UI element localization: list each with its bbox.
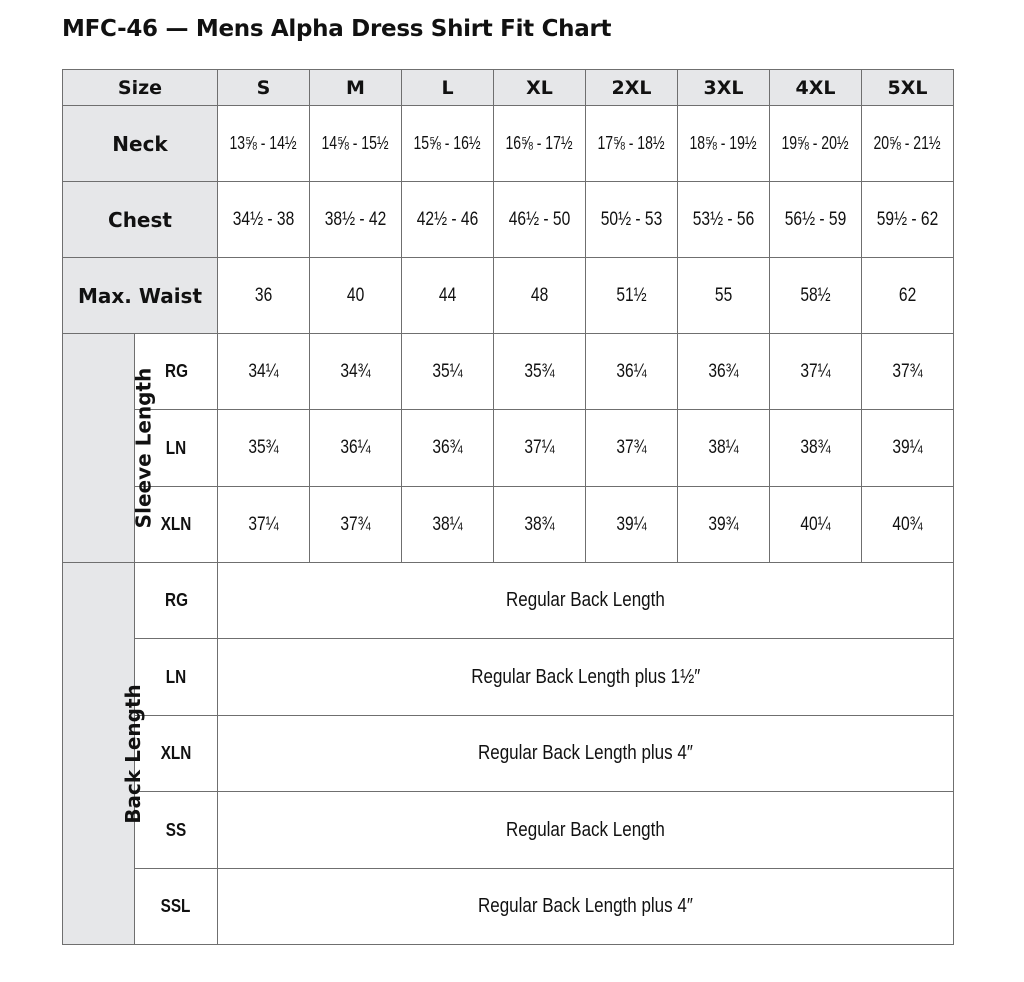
- sleeve-cell: [862, 334, 954, 410]
- neck-value: 17⅝ - 18½: [597, 133, 666, 153]
- neck-row: [63, 106, 954, 182]
- sleeve-cell: [402, 487, 494, 563]
- sleeve-cell: [310, 410, 402, 487]
- waist-row: [63, 258, 954, 334]
- page-title: MFC-46 — Mens Alpha Dress Shirt Fit Chart: [62, 16, 612, 42]
- neck-cell: [678, 106, 770, 182]
- back-length-cell: [218, 716, 954, 792]
- chest-value: 42½ - 46: [416, 208, 479, 230]
- waist-label: Max. Waist: [63, 258, 218, 334]
- sleeve-value: 35¾: [248, 437, 279, 458]
- sleeve-cell: [586, 334, 678, 410]
- back-code-cell: [135, 563, 218, 639]
- fit-chart-table: [62, 69, 954, 945]
- sleeve-value: 37¾: [340, 513, 371, 535]
- back-length-text: Regular Back Length: [506, 589, 665, 611]
- waist-value: 40: [346, 284, 365, 306]
- waist-value: 48: [530, 284, 549, 306]
- size-header-cell: 4XL: [770, 70, 862, 106]
- neck-cell: [310, 106, 402, 182]
- size-header-cell: 2XL: [586, 70, 678, 106]
- neck-cell: [218, 106, 310, 182]
- waist-cell: [586, 258, 678, 334]
- sleeve-length-label: Sleeve Length: [131, 367, 156, 529]
- sleeve-length-label-cell: [63, 334, 156, 563]
- size-header-cell: L: [402, 70, 494, 106]
- sleeve-value: 37¾: [892, 360, 923, 382]
- sleeve-cell: [310, 487, 402, 563]
- sleeve-value: 36¾: [432, 437, 463, 458]
- sleeve-cell: [770, 487, 862, 563]
- waist-cell: [218, 258, 310, 334]
- back-code: LN: [165, 666, 187, 687]
- sleeve-row-xln: [63, 487, 954, 563]
- chest-cell: [678, 182, 770, 258]
- chest-cell: [310, 182, 402, 258]
- size-header-cell: S: [218, 70, 310, 106]
- waist-cell: [678, 258, 770, 334]
- waist-cell: [402, 258, 494, 334]
- sleeve-value: 36¼: [340, 437, 371, 458]
- back-code-cell: [135, 869, 218, 945]
- neck-cell: [770, 106, 862, 182]
- sleeve-value: 35¼: [432, 360, 463, 382]
- sleeve-cell: [678, 410, 770, 487]
- sleeve-cell: [402, 410, 494, 487]
- waist-cell: [862, 258, 954, 334]
- neck-cell: [586, 106, 678, 182]
- sleeve-cell: [402, 334, 494, 410]
- sleeve-value: 34¾: [340, 360, 371, 382]
- sleeve-cell: [862, 410, 954, 487]
- waist-value: 55: [714, 284, 733, 306]
- size-header-cell: XL: [494, 70, 586, 106]
- sleeve-value: 36¾: [708, 360, 739, 382]
- chest-cell: [862, 182, 954, 258]
- neck-value: 16⅝ - 17½: [505, 133, 574, 153]
- back-length-label-cell: [63, 563, 145, 945]
- sleeve-cell: [770, 410, 862, 487]
- neck-value: 18⅝ - 19½: [689, 133, 758, 153]
- sleeve-value: 40¼: [800, 513, 831, 535]
- sleeve-value: 38¼: [708, 437, 739, 458]
- sleeve-value: 39¼: [616, 513, 647, 535]
- sleeve-value: 37¼: [524, 437, 555, 458]
- neck-value: 13⅝ - 14½: [229, 133, 298, 153]
- back-code: RG: [164, 590, 188, 610]
- size-label: Size: [63, 70, 218, 106]
- back-code: SS: [165, 819, 187, 840]
- sleeve-cell: [218, 410, 310, 487]
- sleeve-cell: [586, 410, 678, 487]
- waist-value: 51½: [616, 284, 647, 306]
- chest-cell: [586, 182, 678, 258]
- back-code-cell: [135, 639, 218, 716]
- sleeve-cell: [310, 334, 402, 410]
- neck-cell: [494, 106, 586, 182]
- neck-value: 20⅝ - 21½: [873, 133, 942, 153]
- size-header-cell: 5XL: [862, 70, 954, 106]
- size-header-cell: M: [310, 70, 402, 106]
- sleeve-code: RG: [164, 361, 188, 381]
- sleeve-row-ln: [63, 410, 954, 487]
- back-length-text: Regular Back Length plus 4″: [478, 742, 693, 764]
- sleeve-row-rg: [63, 334, 954, 410]
- back-code-cell: [135, 716, 218, 792]
- chest-cell: [494, 182, 586, 258]
- sleeve-value: 39¾: [708, 513, 739, 535]
- size-header-cell: 3XL: [678, 70, 770, 106]
- back-row-ssl: [63, 869, 954, 945]
- chest-cell: [218, 182, 310, 258]
- chest-label: Chest: [63, 182, 218, 258]
- sleeve-value: 40¾: [892, 513, 923, 535]
- neck-value: 15⅝ - 16½: [413, 133, 482, 153]
- sleeve-value: 37¼: [800, 360, 831, 382]
- back-length-cell: [218, 792, 954, 869]
- neck-label: Neck: [63, 106, 218, 182]
- sleeve-value: 38¾: [800, 437, 831, 458]
- back-length-cell: [218, 639, 954, 716]
- sleeve-cell: [678, 334, 770, 410]
- chest-cell: [770, 182, 862, 258]
- sleeve-cell: [218, 334, 310, 410]
- back-row-ln: [63, 639, 954, 716]
- back-row-xln: [63, 716, 954, 792]
- sleeve-value: 37¾: [616, 437, 647, 458]
- sleeve-cell: [494, 410, 586, 487]
- chest-value: 34½ - 38: [232, 208, 295, 230]
- neck-cell: [402, 106, 494, 182]
- neck-cell: [862, 106, 954, 182]
- chest-value: 46½ - 50: [508, 208, 571, 230]
- back-code: SSL: [161, 896, 191, 916]
- sleeve-cell: [862, 487, 954, 563]
- waist-cell: [494, 258, 586, 334]
- sleeve-value: 36¼: [616, 360, 647, 382]
- waist-value: 36: [254, 284, 273, 306]
- neck-value: 14⅝ - 15½: [321, 133, 390, 153]
- sleeve-cell: [218, 487, 310, 563]
- chest-value: 56½ - 59: [784, 208, 847, 230]
- back-length-text: Regular Back Length: [506, 818, 665, 841]
- sleeve-cell: [678, 487, 770, 563]
- chest-cell: [402, 182, 494, 258]
- sleeve-value: 34¼: [248, 360, 279, 382]
- sleeve-cell: [770, 334, 862, 410]
- size-header-row: [63, 70, 954, 106]
- sleeve-code: LN: [165, 437, 187, 458]
- back-length-cell: [218, 869, 954, 945]
- sleeve-cell: [494, 334, 586, 410]
- chest-value: 38½ - 42: [324, 208, 387, 230]
- waist-cell: [770, 258, 862, 334]
- sleeve-cell: [494, 487, 586, 563]
- back-row-rg: [63, 563, 954, 639]
- back-length-cell: [218, 563, 954, 639]
- waist-value: 62: [898, 284, 917, 306]
- sleeve-value: 35¾: [524, 360, 555, 382]
- back-row-ss: [63, 792, 954, 869]
- chest-row: [63, 182, 954, 258]
- sleeve-value: 37¼: [248, 513, 279, 535]
- sleeve-cell: [586, 487, 678, 563]
- sleeve-code: XLN: [160, 514, 192, 534]
- neck-value: 19⅝ - 20½: [781, 133, 850, 153]
- chest-value: 50½ - 53: [600, 208, 663, 230]
- back-length-text: Regular Back Length plus 1½″: [470, 665, 701, 688]
- sleeve-value: 38¾: [524, 513, 555, 535]
- chest-value: 59½ - 62: [876, 208, 939, 230]
- waist-cell: [310, 258, 402, 334]
- back-length-label: Back Length: [120, 683, 145, 824]
- back-code-cell: [135, 792, 218, 869]
- back-code: XLN: [160, 743, 192, 763]
- sleeve-value: 38¼: [432, 513, 463, 535]
- waist-value: 44: [438, 284, 457, 306]
- back-length-text: Regular Back Length plus 4″: [478, 895, 693, 917]
- sleeve-value: 39¼: [892, 437, 923, 458]
- chest-value: 53½ - 56: [692, 208, 755, 230]
- waist-value: 58½: [800, 284, 831, 306]
